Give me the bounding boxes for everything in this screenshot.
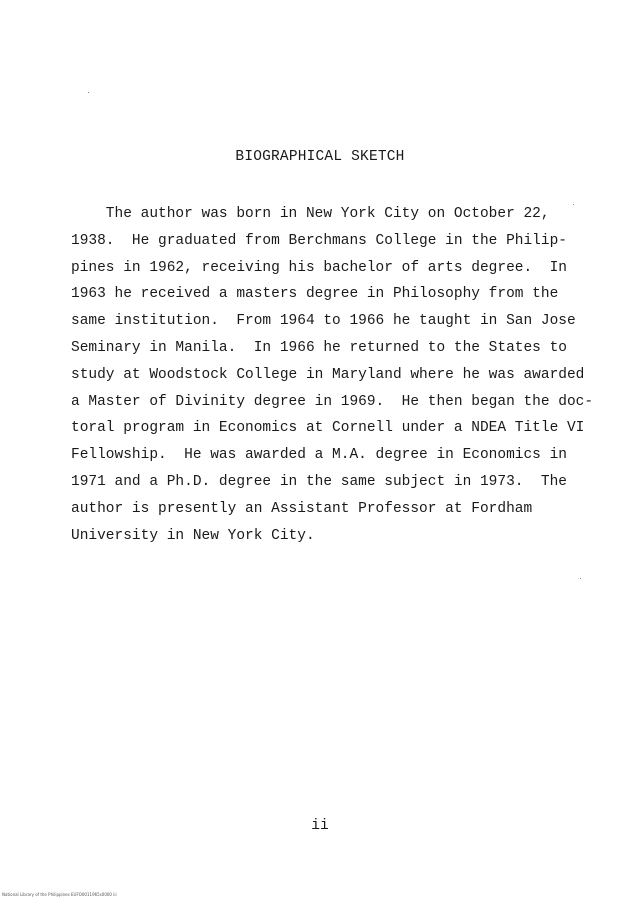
paragraph-line: pines in 1962, receiving his bachelor of arts degree. In [71,259,567,276]
paragraph-line: Fellowship. He was awarded a M.A. degree in Economics in [71,447,567,464]
paragraph-line: University in New York City. [71,527,315,544]
scan-speck [580,578,581,579]
paragraph-line: 1938. He graduated from Berchmans College in the Philip- [71,232,567,249]
scan-speck [573,204,574,205]
scan-speck [88,92,89,93]
paragraph-line: study at Woodstock College in Maryland where he was awarded [71,366,585,383]
paragraph-line: 1963 he received a masters degree in Philosophy from the [71,286,559,303]
paragraph-line: The author was born in New York City on October 22, [71,206,550,222]
page-number: ii [311,818,329,834]
paragraph-line: author is presently an Assistant Professor at Fordham [71,500,533,517]
paragraph-line: same institution. From 1964 to 1966 he taught in San Jose [71,313,576,330]
page-title: BIOGRAPHICAL SKETCH [235,149,405,165]
biography-paragraph [71,201,594,549]
paragraph-line: Seminary in Manila. In 1966 he returned to the States to [71,339,567,356]
archive-footer-stamp: National Library of the Philippines EUFO0011965s0000 iii [2,892,117,897]
paragraph-line: a Master of Divinity degree in 1969. He then began the doc- [71,393,594,410]
paragraph-line: toral program in Economics at Cornell under a NDEA Title VI [71,420,585,437]
paragraph-line: 1971 and a Ph.D. degree in the same subject in 1973. The [71,473,567,490]
